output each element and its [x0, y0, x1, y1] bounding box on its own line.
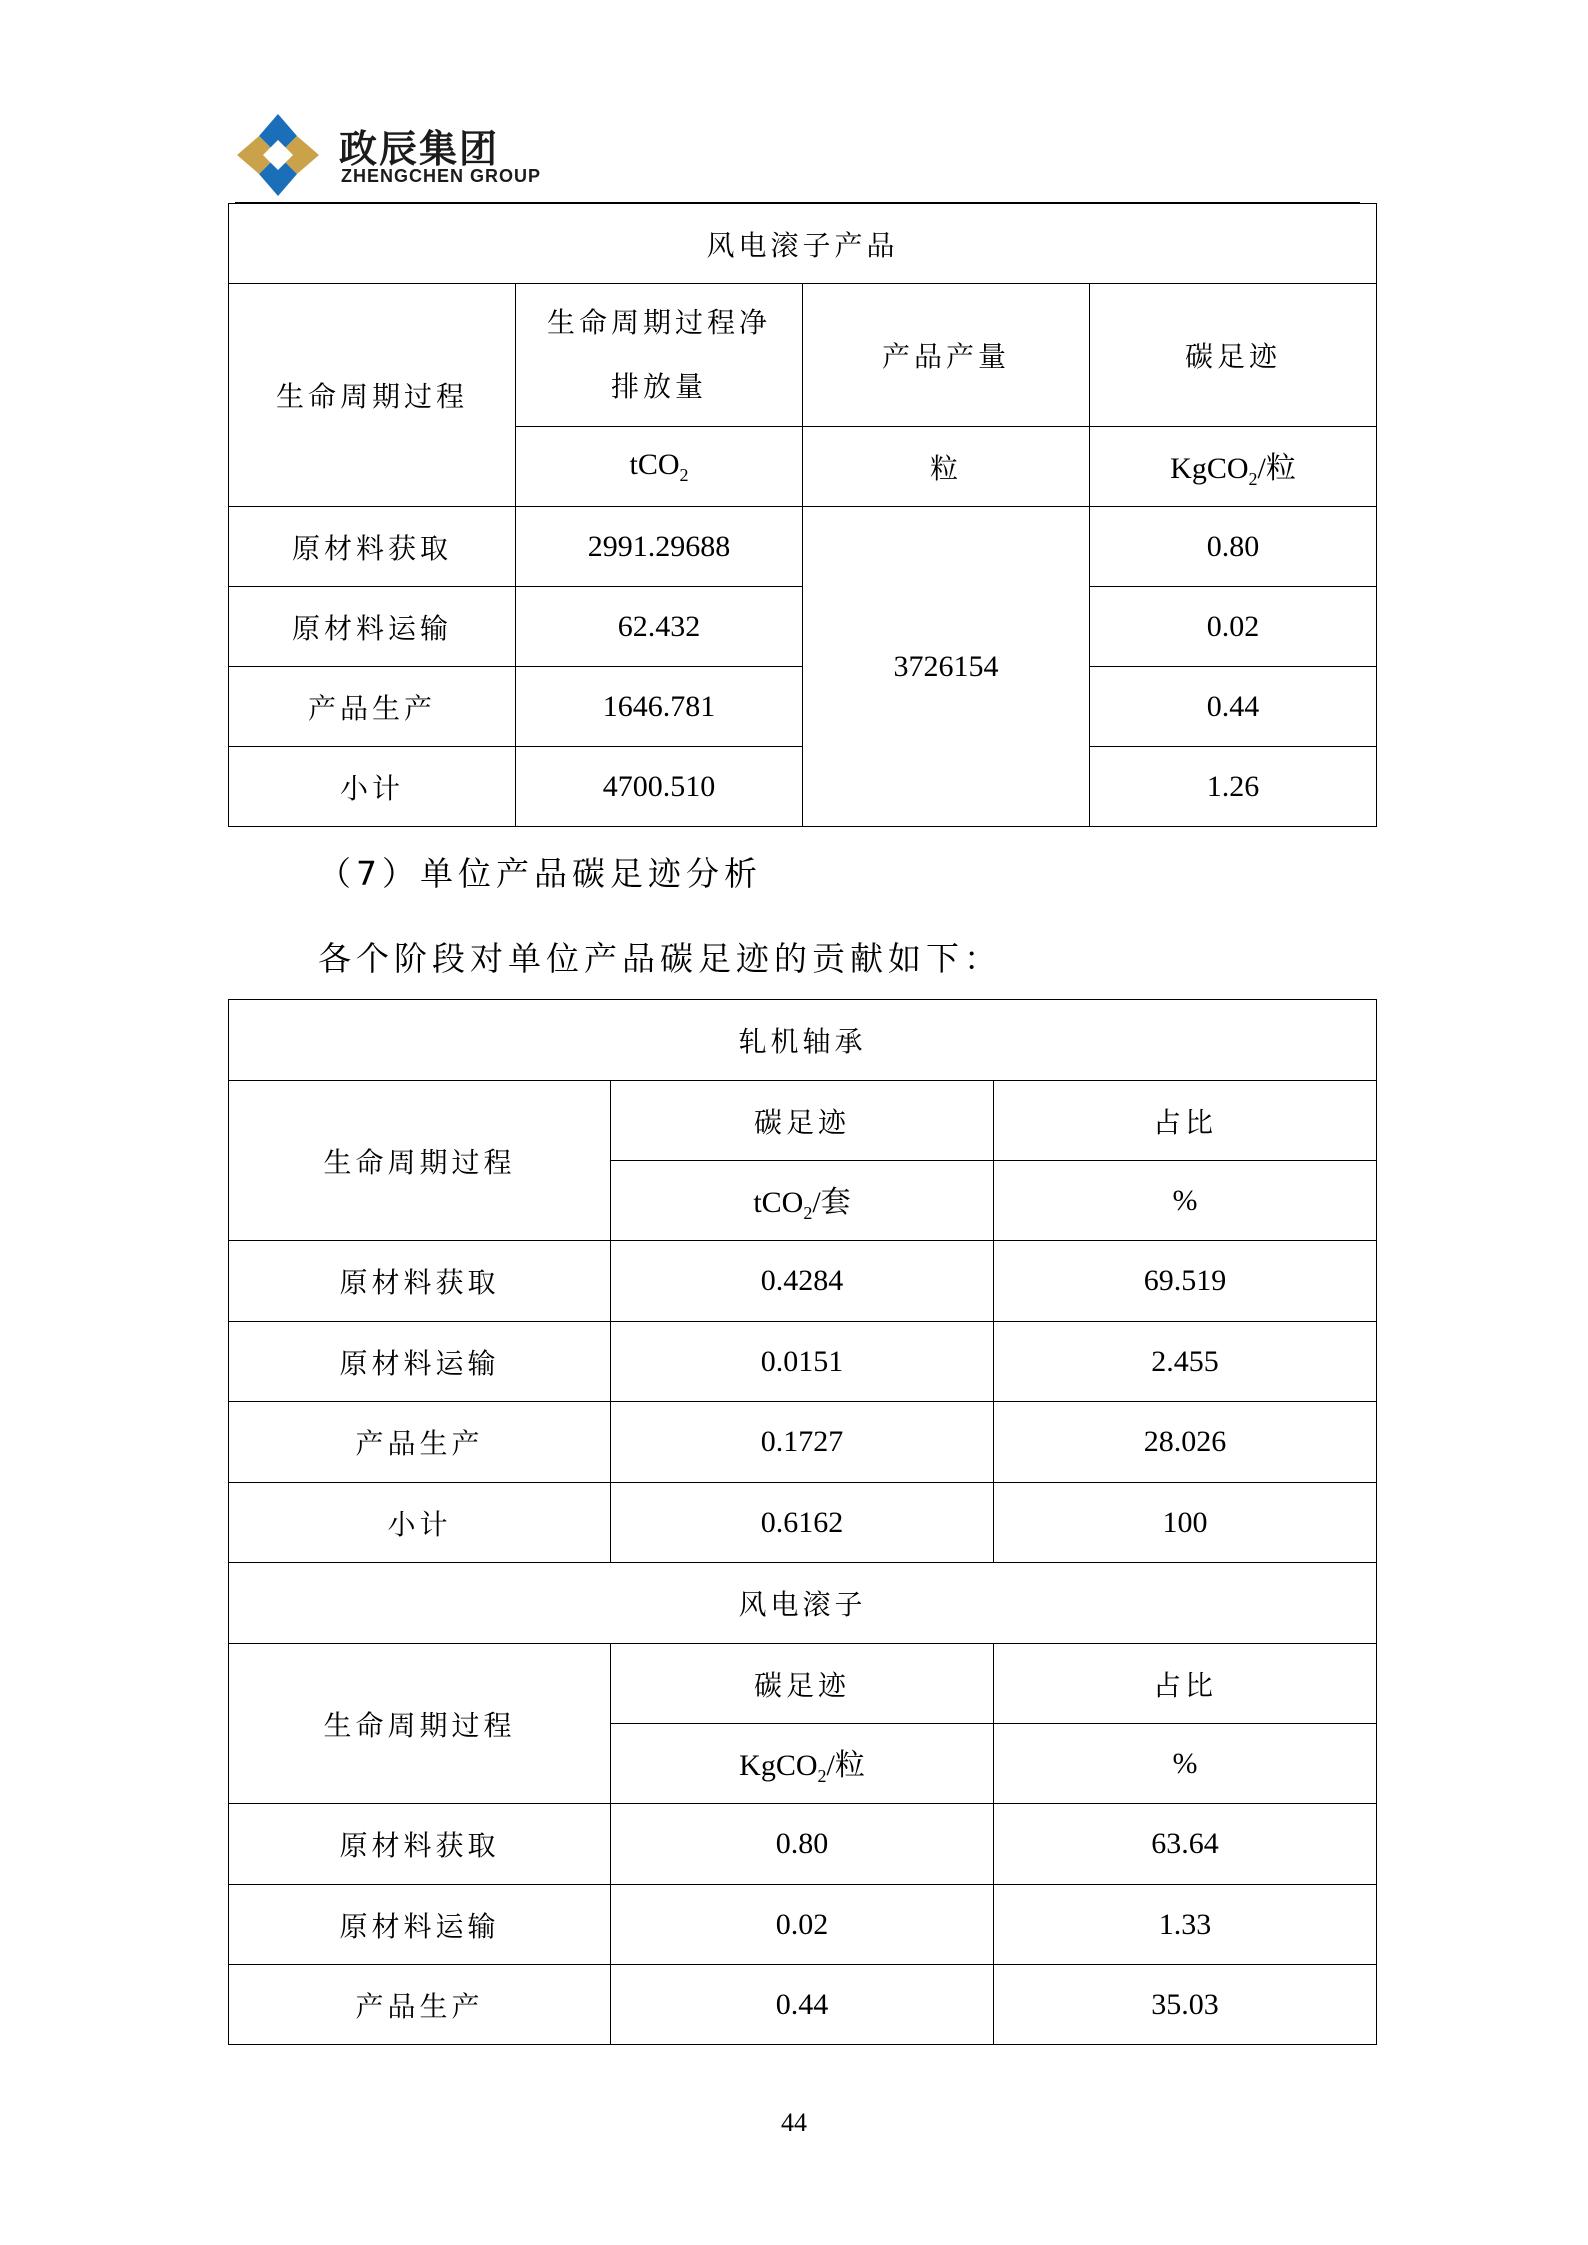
row-footprint: 0.44	[1090, 667, 1377, 747]
row-process: 小计	[229, 1483, 611, 1563]
table1-header-net-emission: 生命周期过程净排放量	[516, 284, 803, 427]
table1-unit-footprint: KgCO$_2$/粒	[1090, 427, 1377, 507]
row-footprint: 0.44	[611, 1965, 994, 2045]
header-process: 生命周期过程	[229, 1081, 611, 1241]
table-row	[229, 1965, 1377, 2045]
logo-english-name: ZHENGCHEN GROUP	[341, 166, 542, 186]
table-row	[229, 1322, 1377, 1402]
unit-footprint: KgCO$_2$/粒	[611, 1724, 994, 1804]
row-process: 原材料运输	[229, 587, 516, 667]
section-title: 风电滚子	[229, 1563, 1377, 1644]
row-process: 原材料运输	[229, 1322, 611, 1402]
row-process: 原材料获取	[229, 1241, 611, 1322]
unit-footprint: tCO$_2$/套	[611, 1161, 994, 1241]
table-row	[229, 507, 1377, 587]
row-share: 69.519	[994, 1241, 1377, 1322]
row-share: 35.03	[994, 1965, 1377, 2045]
table1-unit-net-emission: tCO$_2$	[516, 427, 803, 507]
section-heading: （7）单位产品碳足迹分析	[318, 854, 762, 893]
row-footprint: 1.26	[1090, 747, 1377, 827]
row-share: 100	[994, 1483, 1377, 1563]
row-emission: 4700.510	[516, 747, 803, 827]
row-emission: 1646.781	[516, 667, 803, 747]
row-process: 原材料运输	[229, 1885, 611, 1965]
section-intro: 各个阶段对单位产品碳足迹的贡献如下：	[318, 939, 1002, 978]
page-number: 44	[781, 2108, 807, 2137]
table1-output-value: 3726154	[803, 507, 1090, 827]
table1-header-output: 产品产量	[803, 284, 1090, 427]
row-footprint: 0.80	[1090, 507, 1377, 587]
row-footprint: 0.02	[1090, 587, 1377, 667]
header-footprint: 碳足迹	[611, 1081, 994, 1161]
table1-header-footprint: 碳足迹	[1090, 284, 1377, 427]
header-share: 占比	[994, 1644, 1377, 1724]
table-row	[229, 1402, 1377, 1483]
row-share: 1.33	[994, 1885, 1377, 1965]
table1-header-process: 生命周期过程	[229, 284, 516, 507]
row-share: 63.64	[994, 1804, 1377, 1885]
row-process: 原材料获取	[229, 507, 516, 587]
row-process: 产品生产	[229, 667, 516, 747]
table-row	[229, 1885, 1377, 1965]
table-row	[229, 1241, 1377, 1322]
page-header	[235, 108, 1360, 204]
unit-share: %	[994, 1161, 1377, 1241]
row-process: 小计	[229, 747, 516, 827]
row-footprint: 0.0151	[611, 1322, 994, 1402]
row-process: 产品生产	[229, 1402, 611, 1483]
zhengchen-logo-icon	[235, 112, 321, 198]
logo-chinese-name: 政辰集团	[339, 127, 500, 171]
table1-unit-output: 粒	[803, 427, 1090, 507]
wind-roller-emission-table	[228, 203, 1377, 827]
header-footprint: 碳足迹	[611, 1644, 994, 1724]
header-share: 占比	[994, 1081, 1377, 1161]
table-row	[229, 1483, 1377, 1563]
unit-share: %	[994, 1724, 1377, 1804]
table-row	[229, 1804, 1377, 1885]
row-footprint: 0.02	[611, 1885, 994, 1965]
row-share: 2.455	[994, 1322, 1377, 1402]
row-process: 产品生产	[229, 1965, 611, 2045]
header-process: 生命周期过程	[229, 1644, 611, 1804]
row-emission: 2991.29688	[516, 507, 803, 587]
row-emission: 62.432	[516, 587, 803, 667]
row-footprint: 0.80	[611, 1804, 994, 1885]
row-process: 原材料获取	[229, 1804, 611, 1885]
row-footprint: 0.4284	[611, 1241, 994, 1322]
table1-title: 风电滚子产品	[229, 204, 1377, 284]
row-share: 28.026	[994, 1402, 1377, 1483]
row-footprint: 0.6162	[611, 1483, 994, 1563]
section-title: 轧机轴承	[229, 1000, 1377, 1081]
unit-footprint-share-table	[228, 999, 1377, 2045]
row-footprint: 0.1727	[611, 1402, 994, 1483]
